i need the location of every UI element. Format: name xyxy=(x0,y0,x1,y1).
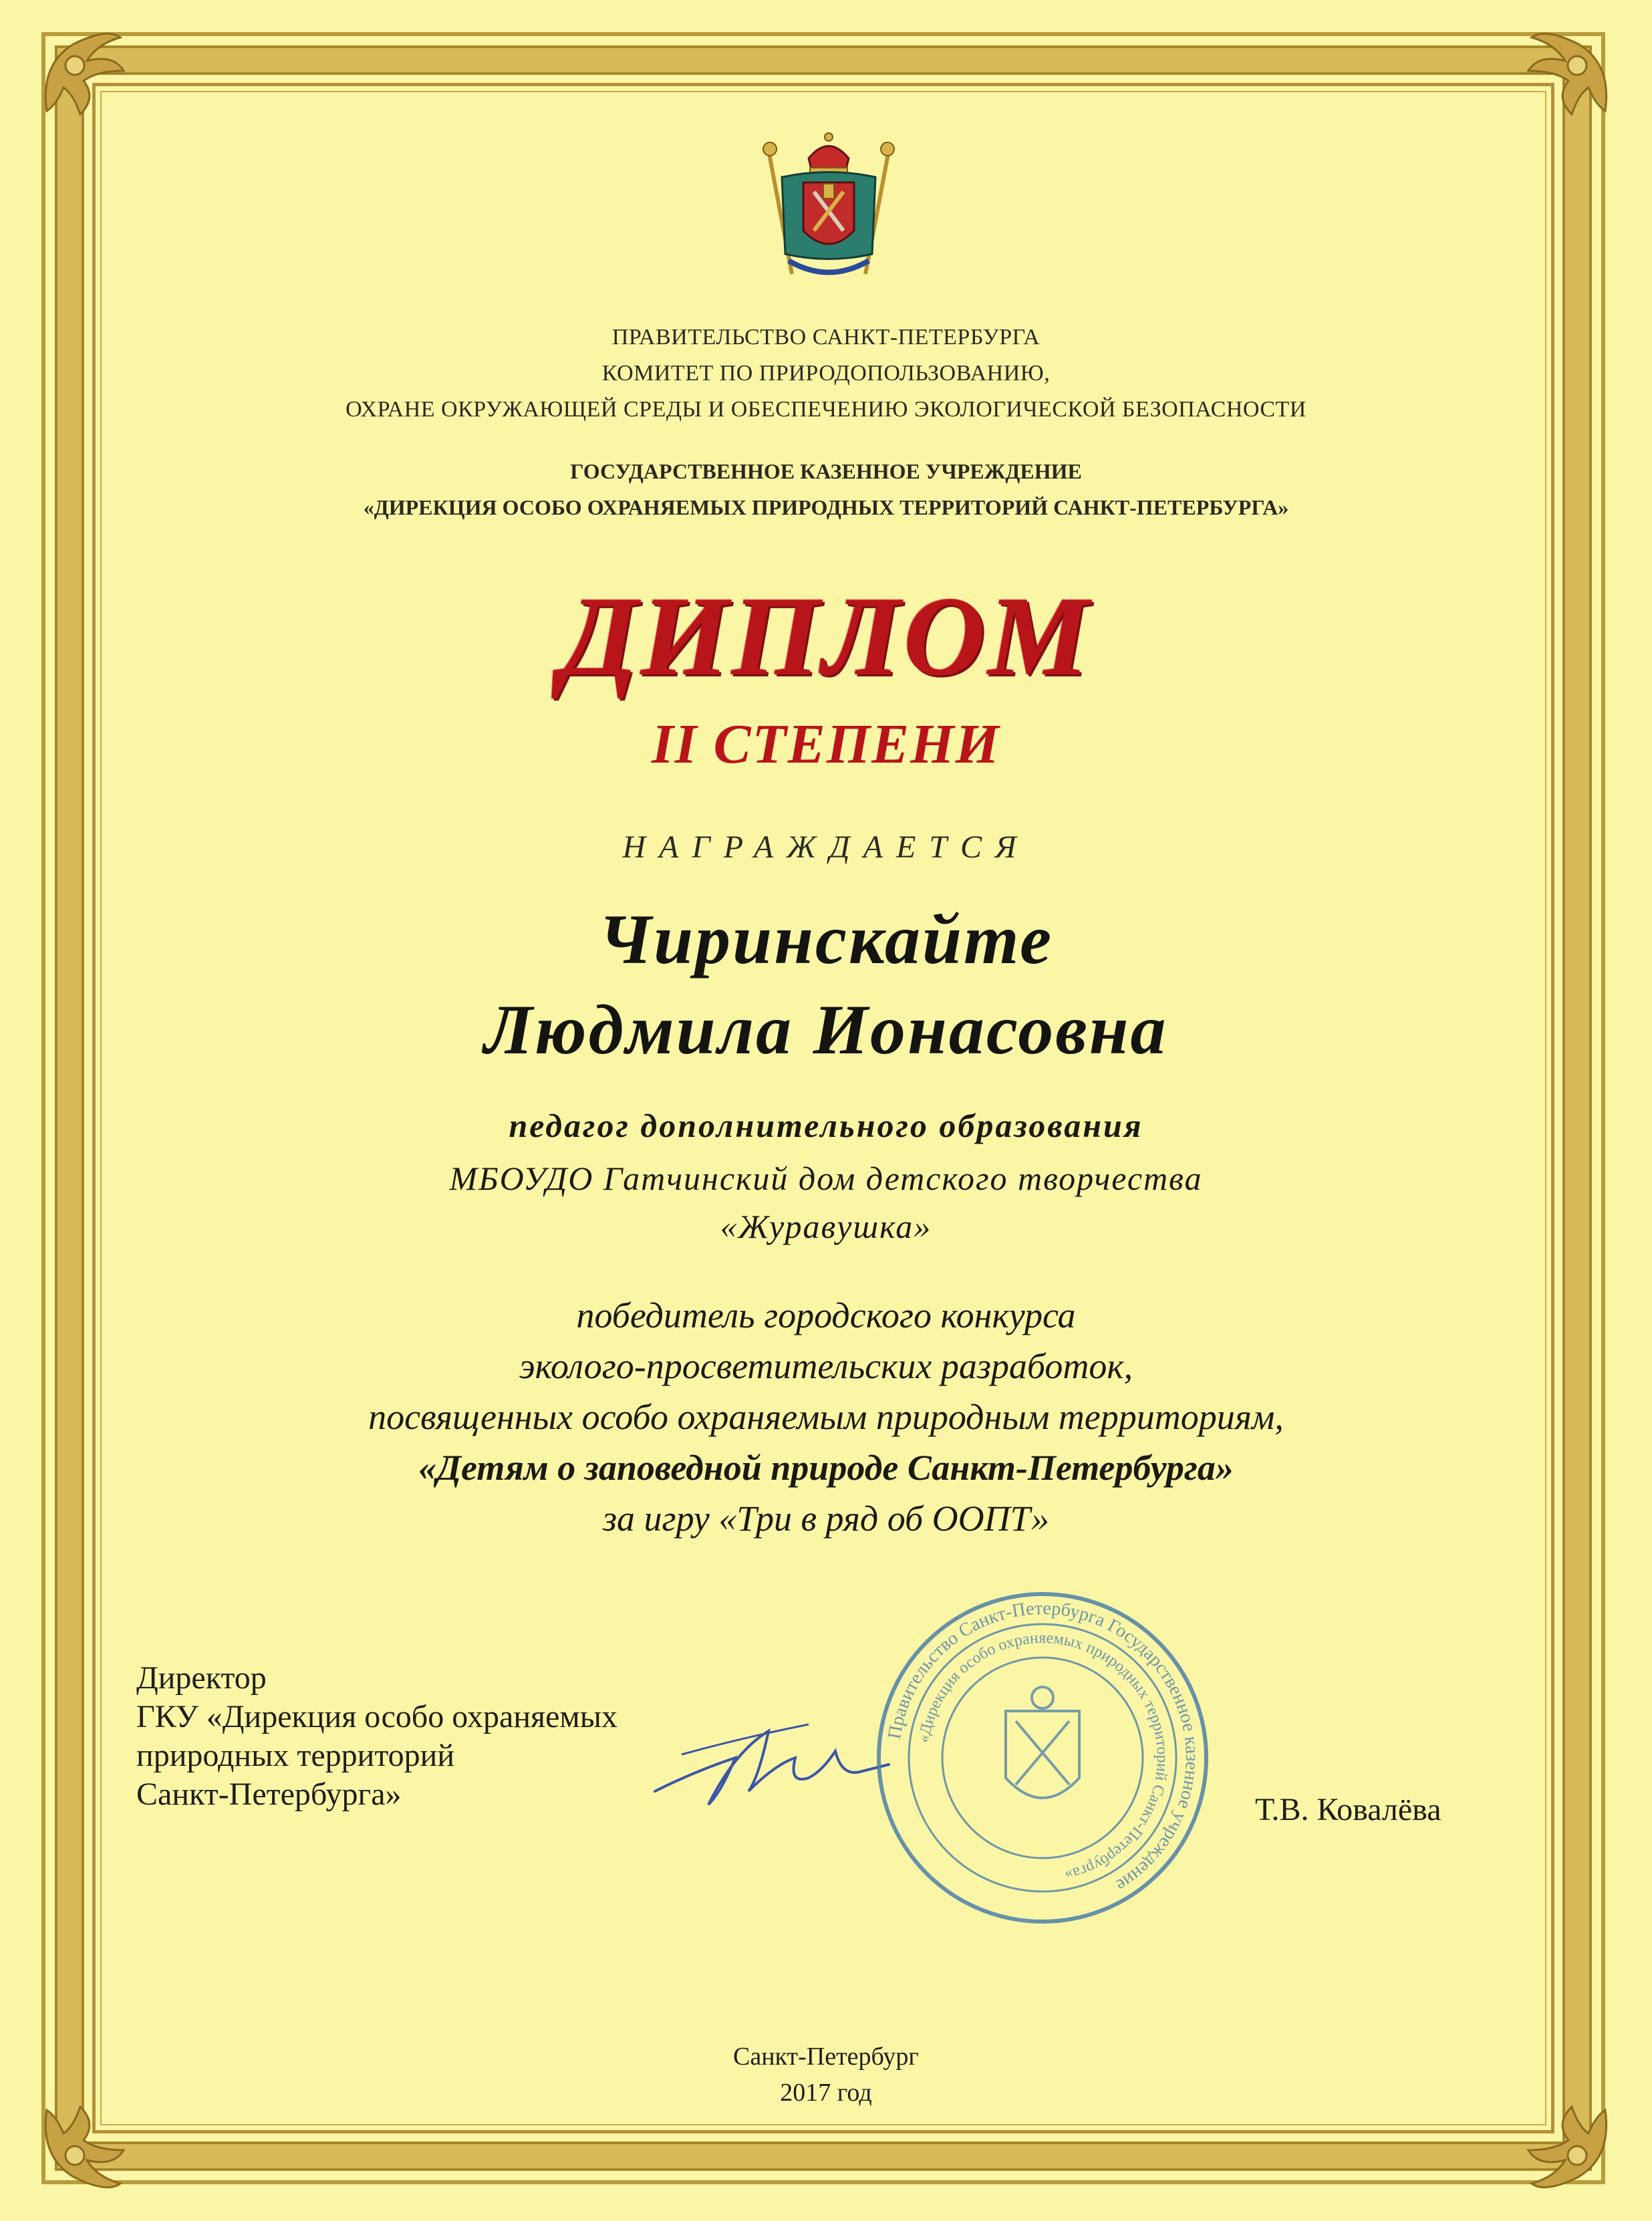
recipient-given-names: Людмила Ионасовна xyxy=(484,991,1168,1069)
signatory-title-line: ГКУ «Дирекция особо охраняемых xyxy=(136,1699,618,1734)
coat-of-arms-icon xyxy=(762,130,896,284)
citation xyxy=(0,1290,1652,1544)
gov-line: КОМИТЕТ ПО ПРИРОДОПОЛЬЗОВАНИЮ, xyxy=(601,361,1051,386)
recipient-organization xyxy=(0,1154,1652,1251)
signatory-title-line: Директор xyxy=(136,1660,267,1696)
citation-line: победитель городского конкурса xyxy=(576,1295,1076,1335)
gov-line: ПРАВИТЕЛЬСТВО САНКТ-ПЕТЕРБУРГА xyxy=(611,325,1041,350)
institution-header xyxy=(0,453,1652,525)
corner-ornament-icon xyxy=(1518,24,1619,124)
institution-line: ГОСУДАРСТВЕННОЕ КАЗЕННОЕ УЧРЕЖДЕНИЕ xyxy=(570,459,1082,483)
city: Санкт-Петербург xyxy=(732,2043,920,2071)
signatory-title xyxy=(136,1659,617,1814)
corner-ornament-icon xyxy=(33,2097,134,2197)
recipient-surname: Чиринскайте xyxy=(598,900,1054,978)
corner-ornament-icon xyxy=(1518,2097,1619,2197)
corner-ornament-icon xyxy=(33,24,134,124)
year: 2017 год xyxy=(780,2079,872,2107)
organization-line: МБОУДО Гатчинский дом детского творчества xyxy=(449,1160,1203,1197)
gov-line: ОХРАНЕ ОКРУЖАЮЩЕЙ СРЕДЫ И ОБЕСПЕЧЕНИЮ ЭКОЛОГИЧЕСКОЙ БЕЗОПАСНОСТИ xyxy=(346,397,1306,422)
signatory-name: Т.В. Ковалёва xyxy=(1255,1792,1441,1827)
handwritten-signature-icon xyxy=(642,1691,896,1825)
citation-for-line: за игру «Три в ряд об ООПТ» xyxy=(602,1498,1050,1539)
organization-line: «Журавушка» xyxy=(720,1208,932,1245)
official-stamp xyxy=(869,1584,1216,1932)
signatory-title-line: Санкт-Петербурга» xyxy=(136,1777,402,1812)
diploma-title: ДИПЛОМ xyxy=(560,573,1092,699)
stamp-inner-text: «Дирекция особо охраняемых природных территорий Санкт-Петербурга» xyxy=(915,1629,1172,1884)
stamp-outer-text: Правительство Санкт-Петербурга Государственное казенное учреждение xyxy=(883,1597,1203,1896)
signatory-title-line: природных территорий xyxy=(136,1738,455,1773)
recipient-position: педагог дополнительного образования xyxy=(509,1107,1143,1144)
institution-line: «ДИРЕКЦИЯ ОСОБО ОХРАНЯЕМЫХ ПРИРОДНЫХ ТЕРРИТОРИЙ САНКТ-ПЕТЕРБУРГА» xyxy=(363,495,1289,519)
government-header xyxy=(0,319,1652,428)
place-and-year xyxy=(0,2039,1652,2111)
diploma-degree: II СТЕПЕНИ xyxy=(652,713,1000,775)
contest-name: «Детям о заповедной природе Санкт-Петербурга» xyxy=(418,1448,1234,1488)
awarded-label: НАГРАЖДАЕТСЯ xyxy=(622,829,1030,865)
citation-line: посвященных особо охраняемым природным территориям, xyxy=(368,1397,1284,1437)
citation-line: эколого-просветительских разработок, xyxy=(519,1346,1133,1386)
